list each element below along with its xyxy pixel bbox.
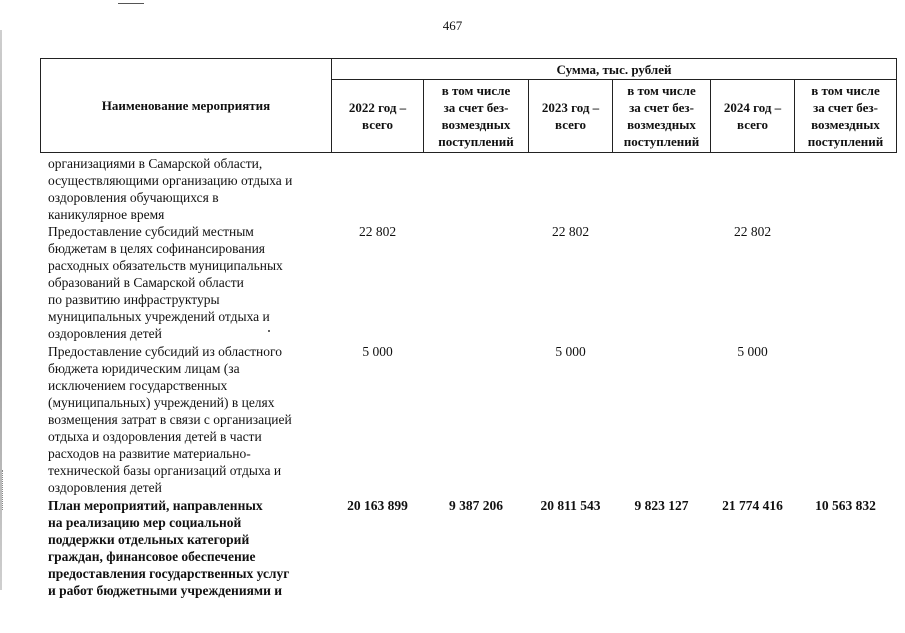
row-value-2024-total: 5 000 — [737, 344, 768, 359]
header-2023-gratuitous — [612, 79, 711, 153]
header-2024-gratuitous — [794, 79, 897, 153]
row-value-2022-total: 22 802 — [358, 224, 397, 239]
header-sum-group: Сумма, тыс. рублей — [331, 58, 897, 80]
header-2024-total-line: всего — [737, 117, 768, 132]
row-value-2023-total: 20 811 543 — [540, 498, 601, 513]
header-2024-gratuitous-line: за счет без- — [813, 100, 878, 115]
header-2024-gratuitous-line: возмездных — [811, 117, 880, 132]
header-2022-gratuitous — [423, 79, 529, 153]
scan-artifact — [2, 470, 7, 510]
header-name-column: Наименование мероприятия — [40, 58, 332, 153]
row-value-2023-gratuitous: 9 823 127 — [634, 498, 689, 513]
row-description: организациями в Самарской области, осуществляющими организацию отдыха и оздоровления обучающихся в каникулярное время — [48, 156, 293, 222]
header-2023-gratuitous-line: возмездных — [627, 117, 696, 132]
header-2023-total — [528, 79, 613, 153]
scan-dot — [268, 330, 270, 332]
header-2024-gratuitous-line: поступлений — [807, 134, 884, 149]
header-2022-gratuitous-line: поступлений — [438, 134, 514, 149]
header-2024-total — [710, 79, 795, 153]
header-2024-gratuitous-line: в том числе — [811, 83, 880, 98]
row-value-2024-gratuitous: 10 563 832 — [815, 498, 876, 513]
row-value-2023-total: 5 000 — [555, 344, 586, 359]
header-2022-gratuitous-line: за счет без- — [443, 100, 509, 115]
header-2023-gratuitous-line: поступлений — [623, 134, 700, 149]
header-2023-total-line: всего — [555, 117, 586, 132]
row-value-2022-gratuitous: 9 387 206 — [449, 498, 503, 513]
header-2023-gratuitous-line: в том числе — [627, 83, 696, 98]
row-value-2022-total: 20 163 899 — [347, 498, 408, 513]
row-value-2022-total: 5 000 — [362, 344, 393, 359]
header-2022-total-line: всего — [362, 117, 393, 132]
page-number: 467 — [442, 18, 463, 33]
row-description: Предоставление субсидий из областного бюджета юридическим лицам (за исключением государственных (муниципальных) учреждений) в целях возмещения затрат в связи с организацией отдыха и оздоровления детей в части расходов на развитие материально- технической базы организаций отдыха и оздоровления детей — [48, 344, 292, 495]
row-description: Предоставление субсидий местным бюджетам в целях софинансирования расходных обязательств муниципальных образований в Самарской области по развитию инфраструктуры муниципальных учреждений отдыха и оздоровления детей — [48, 224, 283, 341]
header-2022-total — [331, 79, 424, 153]
header-2022-gratuitous-line: возмездных — [441, 117, 511, 132]
top-rule — [118, 3, 144, 4]
row-value-2024-total: 22 802 — [733, 224, 772, 239]
row-value-2024-total: 21 774 416 — [722, 498, 783, 513]
row-value-2023-total: 22 802 — [551, 224, 590, 239]
header-2023-total-line: 2023 год – — [541, 100, 600, 115]
header-2024-total-line: 2024 год – — [723, 100, 782, 115]
header-2022-total-line: 2022 год – — [348, 100, 407, 115]
row-description-total: План мероприятий, направленных на реализацию мер социальной поддержки отдельных категорий граждан, финансовое обеспечение предоставления государственных услуг и работ бюджетными учреждениями и — [48, 498, 290, 598]
header-2023-gratuitous-line: за счет без- — [629, 100, 694, 115]
header-2022-gratuitous-line: в том числе — [441, 83, 511, 98]
